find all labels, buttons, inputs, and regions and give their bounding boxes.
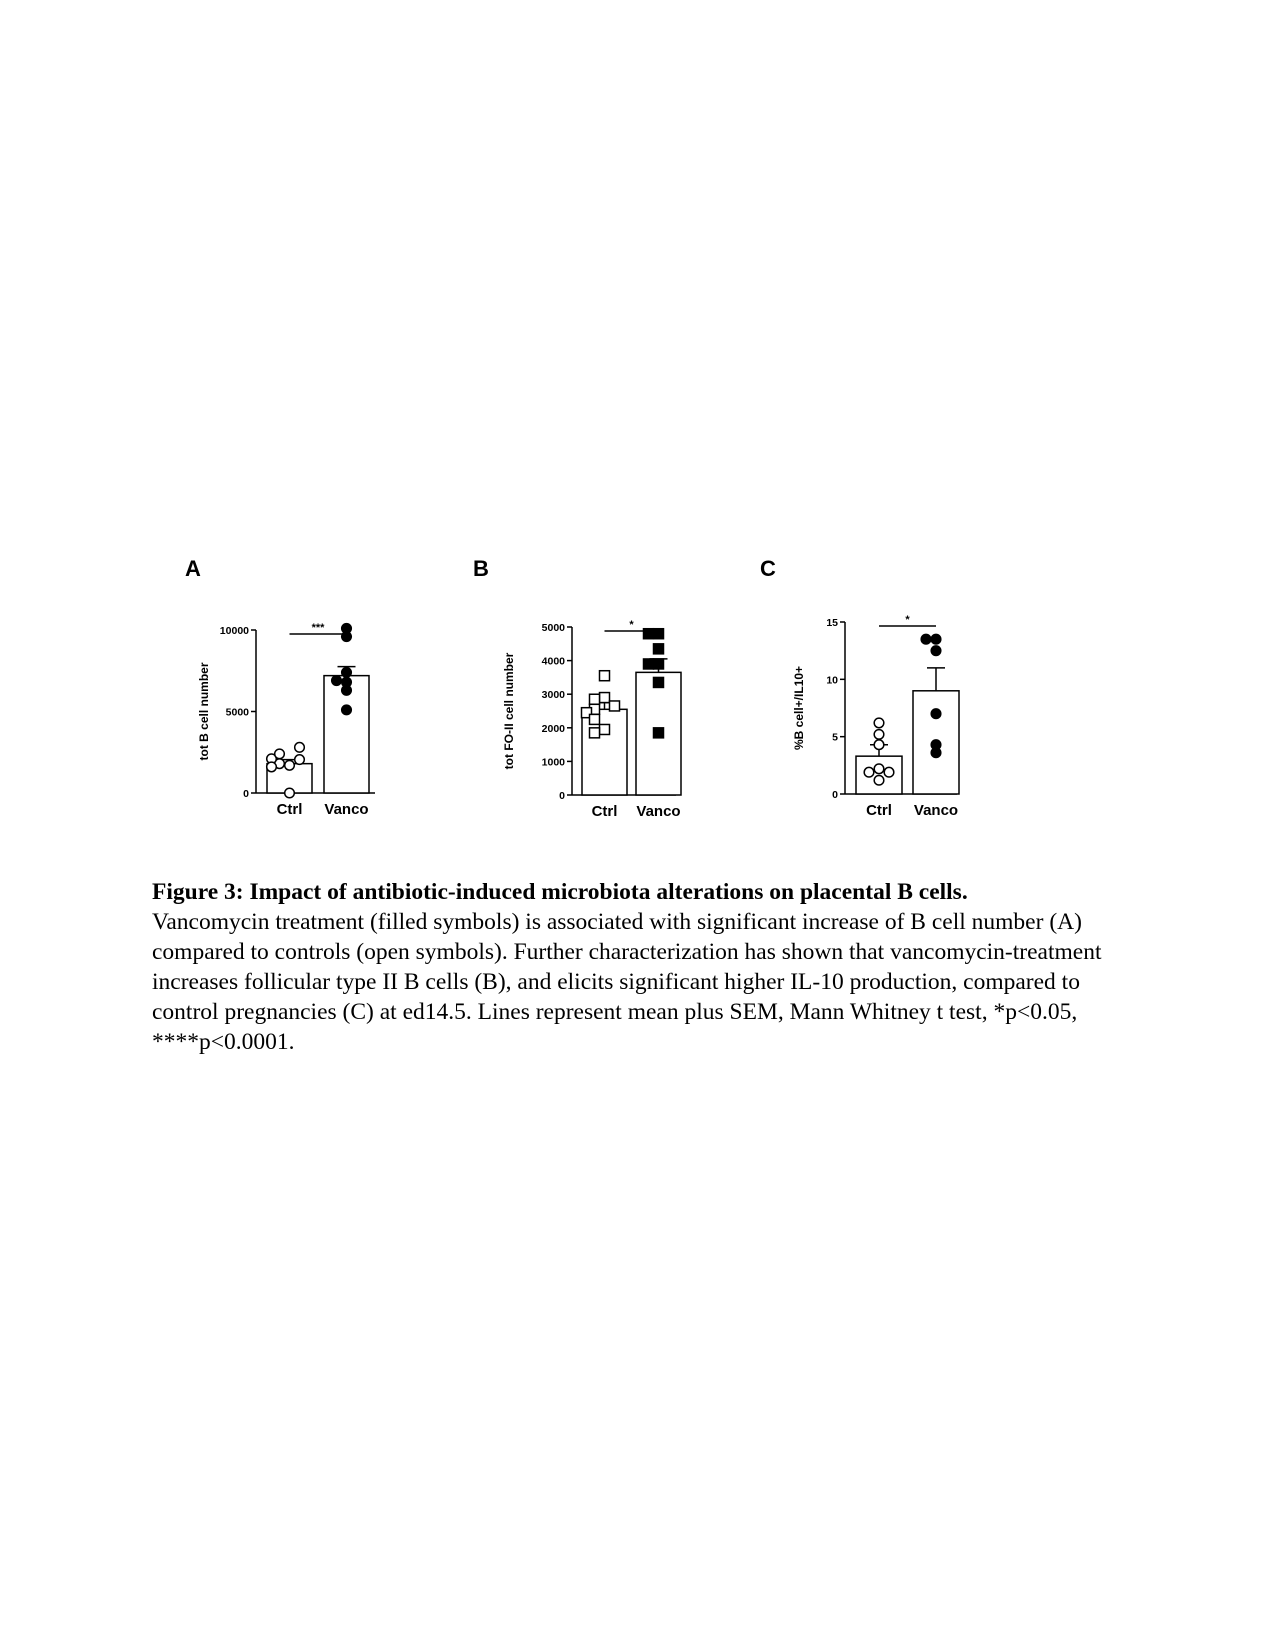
panel-letter-b: B bbox=[473, 556, 489, 581]
data-point bbox=[931, 634, 941, 644]
data-point bbox=[285, 760, 295, 770]
panel-letter-c: C bbox=[760, 556, 776, 581]
data-point bbox=[342, 624, 352, 634]
y-tick-label: 0 bbox=[832, 789, 838, 801]
figure-caption bbox=[152, 877, 1122, 1057]
data-point bbox=[295, 743, 305, 753]
data-point bbox=[644, 659, 654, 669]
data-point bbox=[644, 629, 654, 639]
chart-b bbox=[500, 612, 720, 832]
significance-label: * bbox=[629, 619, 634, 631]
x-category-label: Ctrl bbox=[591, 803, 618, 820]
chart-c bbox=[780, 612, 1000, 832]
data-point bbox=[600, 724, 610, 734]
x-category-label: Ctrl bbox=[276, 801, 303, 818]
y-tick-label: 2000 bbox=[541, 722, 565, 735]
y-axis-title: %B cell+/IL10+ bbox=[792, 665, 806, 751]
data-point bbox=[285, 788, 295, 798]
y-tick-label: 0 bbox=[559, 790, 565, 802]
data-point bbox=[884, 767, 894, 777]
data-point bbox=[654, 629, 664, 639]
y-tick-label: 1000 bbox=[541, 756, 565, 769]
data-point bbox=[874, 718, 884, 728]
data-point bbox=[295, 755, 305, 765]
data-point bbox=[590, 714, 600, 724]
x-category-label: Vanco bbox=[913, 802, 959, 819]
y-axis-title: tot B cell number bbox=[197, 662, 211, 761]
data-point bbox=[654, 677, 664, 687]
data-point bbox=[610, 701, 620, 711]
data-point bbox=[342, 677, 352, 687]
y-tick-label: 10 bbox=[826, 674, 838, 687]
data-point bbox=[654, 659, 664, 669]
significance-label: * bbox=[905, 614, 910, 626]
data-point bbox=[654, 644, 664, 654]
data-point bbox=[931, 748, 941, 758]
data-point bbox=[342, 668, 352, 678]
data-point bbox=[600, 671, 610, 681]
data-point bbox=[864, 767, 874, 777]
y-tick-label: 0 bbox=[243, 788, 249, 800]
y-tick-label: 3000 bbox=[541, 689, 565, 702]
caption-title: Figure 3: Impact of antibiotic-induced microbiota alterations on placental B cells. bbox=[152, 879, 968, 905]
data-point bbox=[590, 728, 600, 738]
y-axis-title: tot FO-II cell number bbox=[502, 652, 516, 770]
x-category-label: Vanco bbox=[324, 801, 369, 818]
data-point bbox=[921, 634, 931, 644]
data-point bbox=[275, 749, 285, 759]
y-tick-label: 15 bbox=[826, 617, 838, 629]
data-point bbox=[600, 693, 610, 703]
data-point bbox=[874, 730, 884, 740]
data-point bbox=[874, 740, 884, 750]
y-tick-label: 10000 bbox=[219, 625, 249, 637]
y-tick-label: 4000 bbox=[541, 655, 565, 668]
data-point bbox=[590, 694, 600, 704]
caption-body: Vancomycin treatment (filled symbols) is associated with significant increase of B cell number (A) compared to controls (open symbols). Further characterization has shown that vancomycin-treatment increases follicular type II B cells (B), and elicits significant higher IL-10 production, compared to control pregnancies (C) at ed14.5. Lines represent mean plus SEM, Mann Whitney t test, *p<0.05, ****p<0.0001. bbox=[152, 909, 1102, 1055]
data-point bbox=[874, 764, 884, 774]
x-category-label: Ctrl bbox=[866, 802, 892, 819]
x-category-label: Vanco bbox=[636, 803, 681, 820]
chart-a bbox=[190, 612, 410, 832]
data-point bbox=[654, 728, 664, 738]
data-point bbox=[342, 705, 352, 715]
data-point bbox=[332, 676, 342, 686]
panel-letter-a: A bbox=[185, 556, 201, 581]
data-point bbox=[931, 709, 941, 719]
data-point bbox=[874, 775, 884, 785]
y-tick-label: 5000 bbox=[225, 706, 249, 719]
data-point bbox=[931, 646, 941, 656]
y-tick-label: 5 bbox=[832, 731, 838, 744]
y-tick-label: 5000 bbox=[541, 622, 565, 634]
data-point bbox=[267, 762, 277, 772]
significance-label: *** bbox=[311, 622, 325, 634]
